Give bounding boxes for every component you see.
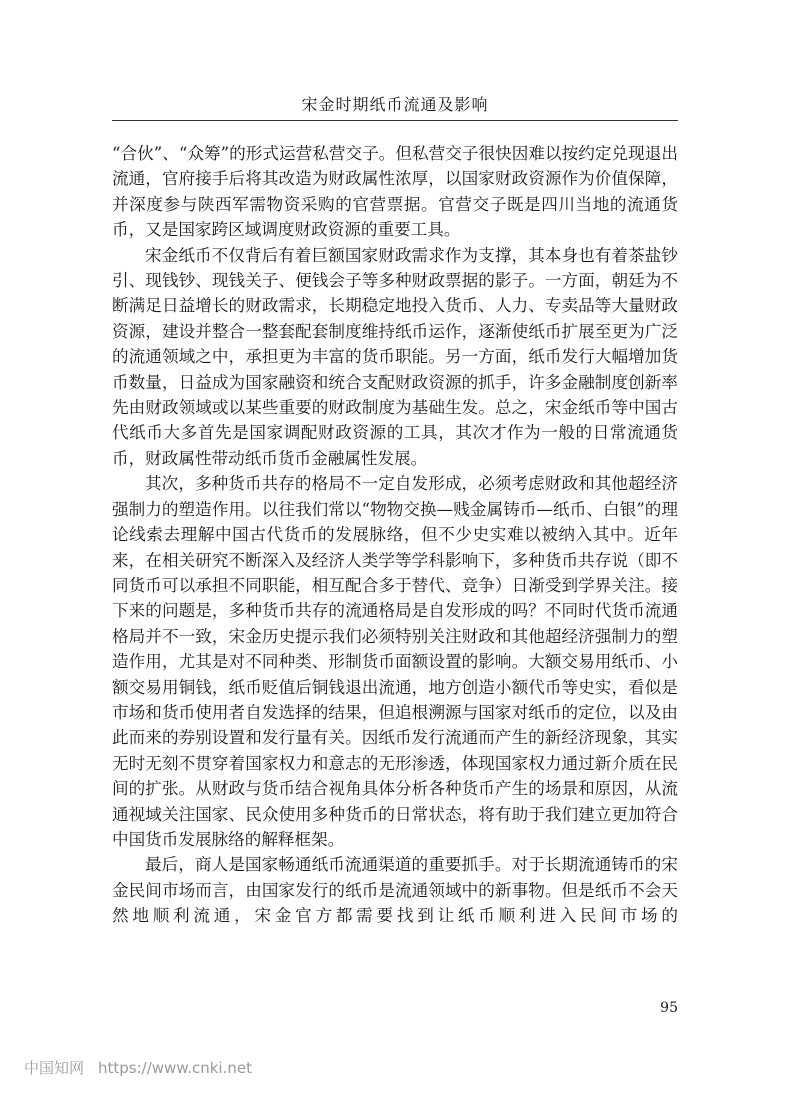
- paragraph: “合伙”、“众筹”的形式运营私营交子。但私营交子很快因难以按约定兑现退出流通，官府接手后将其改造为财政属性浓厚，以国家财政资源作为价值保障，并深度参与陕西军需物资采购的官营票据。官营交子既是四川当地的流通货币，又是国家跨区域调度财政资源的重要工具。: [112, 144, 678, 240]
- paragraph: 最后，商人是国家畅通纸币流通渠道的重要抓手。对于长期流通铸币的宋金民间市场而言，由国家发行的纸币是流通领域中的新事物。但是纸币不会天然地顺利流通，宋金官方都需要找到让纸币顺利进入民间市场的: [112, 855, 678, 926]
- footer-url[interactable]: https://www.cnki.net: [98, 1059, 252, 1077]
- paragraph: 宋金纸币不仅背后有着巨额国家财政需求作为支撑，其本身也有着茶盐钞引、现钱钞、现钱关子、便钱会子等多种财政票据的影子。一方面，朝廷为不断满足日益增长的财政需求，长期稳定地投入货币、人力、专卖品等大量财政资源，建设并整合一整套配套制度维持纸币运作，逐渐使纸币扩展至更为广泛的流通领域之中，承担更为丰富的货币职能。另一方面，纸币发行大幅增加货币数量，日益成为国家融资和统合支配财政资源的抓手，许多金融制度创新率先由财政领域或以某些重要的财政制度为基础生发。总之，宋金纸币等中国古代纸币大多首先是国家调配财政资源的工具，其次才作为一般的日常流通货币，财政属性带动纸币货币金融属性发展。: [112, 245, 678, 468]
- paragraph: 其次，多种货币共存的格局不一定自发形成，必须考虑财政和其他超经济强制力的塑造作用。以往我们常以“物物交换—贱金属铸币—纸币、白银”的理论线索去理解中国古代货币的发展脉络，但不少史实难以被纳入其中。近年来，在相关研究不断深入及经济人类学等学科影响下，多种货币共存说（即不同货币可以承担不同职能，相互配合多于替代、竞争）日渐受到学界关注。接下来的问题是，多种货币共存的流通格局是自发形成的吗？不同时代货币流通格局并不一致，宋金历史提示我们必须特别关注财政和其他超经济强制力的塑造作用，尤其是对不同种类、形制货币面额设置的影响。大额交易用纸币、小额交易用铜钱，纸币贬值后铜钱退出流通，地方创造小额代币等史实，看似是市场和货币使用者自发选择的结果，但追根溯源与国家对纸币的定位，以及由此而来的券别设置和发行量有关。因纸币发行流通而产生的新经济现象，其实无时无刻不贯穿着国家权力和意志的无形渗透，体现国家权力通过新介质在民间的扩张。从财政与货币结合视角具体分析各种货币产生的场景和原因，从流通视域关注国家、民众使用多种货币的日常状态，将有助于我们建立更加符合中国货币发展脉络的解释框架。: [112, 474, 678, 849]
- header-rule: [112, 120, 678, 121]
- body-text: [112, 141, 678, 929]
- footer-watermark: [24, 1057, 252, 1078]
- page-number: 95: [660, 1000, 678, 1016]
- footer-brand: 中国知网: [24, 1059, 85, 1077]
- running-header: 宋金时期纸币流通及影响: [301, 95, 489, 114]
